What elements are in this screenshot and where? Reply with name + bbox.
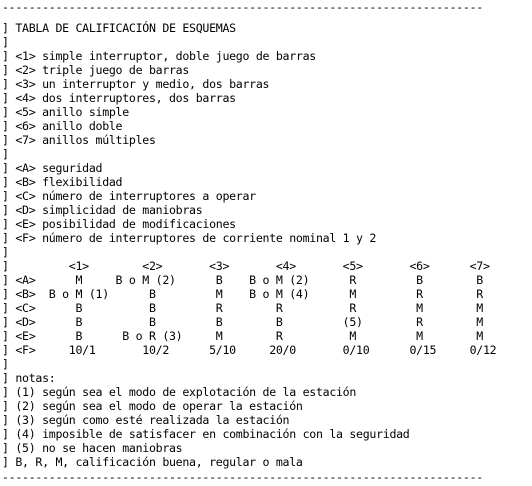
rating-row-f: ] <F> 10/1 10/2 5/10 20/0 0/10 0/15 0/12 <box>2 343 497 357</box>
scheme-item-4: ] <4> dos interruptores, dos barras <box>2 91 236 105</box>
rating-row-c: ] <C> B B R R R M M <box>2 301 483 315</box>
criterion-b: ] <B> flexibilidad <box>2 175 123 189</box>
criterion-c: ] <C> número de interruptores a operar <box>2 189 256 203</box>
rating-row-a: ] <A> M B o M (2) B B o M (2) R B B <box>2 273 483 287</box>
rating-legend: ] B, R, M, calificación buena, regular o mala <box>2 455 303 469</box>
criterion-f: ] <F> número de interruptores de corriente nominal 1 y 2 <box>2 231 377 245</box>
top-border-line: ------------------------------------------------------------------------ <box>2 0 483 14</box>
blank-line: ] <box>2 147 9 161</box>
document-title: ] TABLA DE CALIFICACIÓN DE ESQUEMAS <box>2 21 236 35</box>
rating-row-b: ] <B> B o M (1) B M B o M (4) M R R <box>2 287 483 301</box>
rating-row-e: ] <E> B B o R (3) M R M M M <box>2 329 483 343</box>
criterion-e: ] <E> posibilidad de modificaciones <box>2 217 236 231</box>
note-5: ] (5) no se hacen maniobras <box>2 441 183 455</box>
blank-line: ] <box>2 35 9 49</box>
bottom-border-line: ------------------------------------------------------------------------ <box>2 470 483 484</box>
criterion-d: ] <D> simplicidad de maniobras <box>2 203 203 217</box>
scheme-item-7: ] <7> anillos múltiples <box>2 133 156 147</box>
scheme-item-2: ] <2> triple juego de barras <box>2 63 190 77</box>
scheme-item-6: ] <6> anillo doble <box>2 119 123 133</box>
note-1: ] (1) según sea el modo de explotación de la estación <box>2 385 357 399</box>
rating-row-d: ] <D> B B B B (5) R M <box>2 315 483 329</box>
scheme-item-1: ] <1> simple interruptor, doble juego de barras <box>2 49 316 63</box>
note-4: ] (4) imposible de satisfacer en combinación con la seguridad <box>2 427 410 441</box>
blank-line: ] <box>2 245 9 259</box>
rating-table-header: ] <1> <2> <3> <4> <5> <6> <7> <box>2 259 490 273</box>
blank-line: ] <box>2 357 9 371</box>
scheme-item-3: ] <3> un interruptor y medio, dos barras <box>2 77 270 91</box>
note-3: ] (3) según como esté realizada la estación <box>2 413 290 427</box>
notes-heading: ] notas: <box>2 371 56 385</box>
note-2: ] (2) según sea el modo de operar la estación <box>2 399 303 413</box>
criterion-a: ] <A> seguridad <box>2 161 103 175</box>
scheme-item-5: ] <5> anillo simple <box>2 105 129 119</box>
